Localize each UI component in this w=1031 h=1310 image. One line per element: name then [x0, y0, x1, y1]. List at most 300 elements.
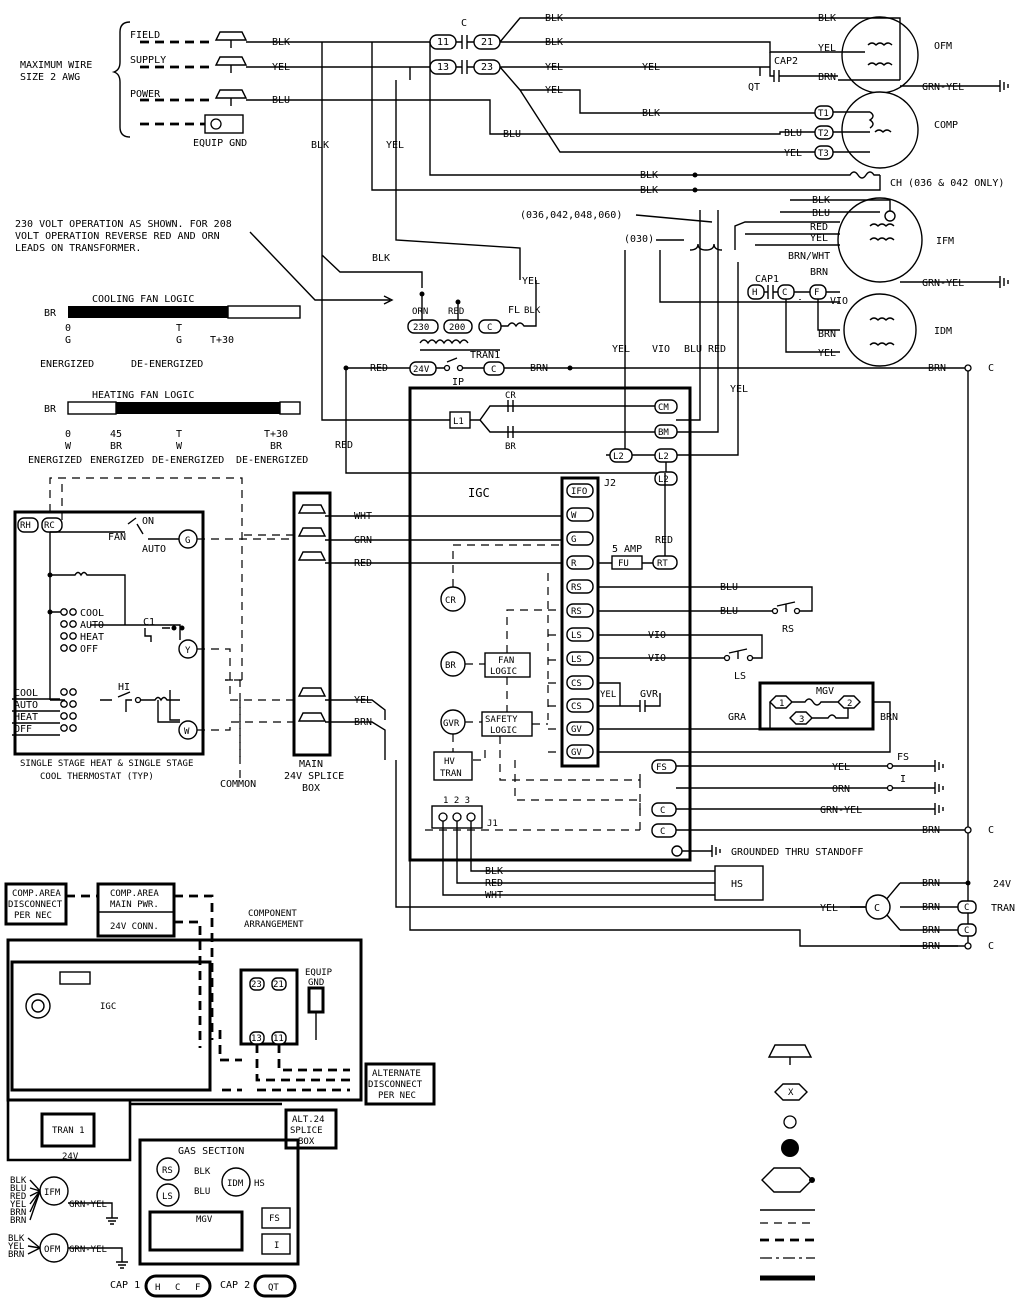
cp-21-label: 21 [273, 980, 284, 990]
stat-dot-3 [172, 626, 177, 631]
stat-c1: C1 [143, 617, 156, 628]
stat-modes-2-contact-3 [61, 725, 67, 731]
xfmr-note-2: VOLT OPERATION REVERSE RED AND ORN [15, 231, 220, 242]
legend-splice-cap [769, 1045, 811, 1065]
cool-l-1: G [65, 335, 72, 346]
cooling-br: BR [44, 308, 57, 319]
gra-label: GRA [728, 712, 747, 723]
wire-yel-1: YEL [272, 62, 291, 73]
stat-rc-label: RC [44, 521, 55, 531]
safety-logic-2: LOGIC [490, 726, 518, 736]
stat-modes-1-contact-b-1 [70, 621, 76, 627]
indoor-motors [520, 195, 1008, 455]
splice-box-outline [294, 493, 330, 755]
ch-junction [693, 173, 698, 178]
unit-outline [8, 940, 361, 1100]
hs-blk: BLK [485, 866, 504, 877]
cooling-logic-title: COOLING FAN LOGIC [92, 294, 195, 305]
igc-panel [12, 962, 210, 1090]
rs-blu-1: BLU [720, 582, 739, 593]
stat-grn: GRN [354, 535, 373, 546]
models-a: (036,042,048,060) [520, 210, 623, 221]
stat-modes-2-contact-b-1 [70, 701, 76, 707]
gvr-relay-label: GVR [443, 719, 460, 729]
igc-cm-label: CM [658, 403, 669, 413]
ca-ifm-label: IFM [44, 1188, 61, 1198]
ca-cap1-h: H [155, 1283, 161, 1293]
ip-label: IP [452, 377, 465, 388]
alt-splice-3: BOX [298, 1137, 315, 1147]
term-13-label: 13 [437, 62, 450, 73]
ifm-red-2: RED [810, 222, 829, 233]
wire-blk-tran: BLK [372, 253, 391, 264]
heat-l2-2: ENERGIZED [90, 455, 145, 466]
cooling-off-bar [228, 306, 300, 318]
i-contact [888, 786, 893, 791]
ls-vio-1: VIO [648, 630, 667, 641]
supply-lug-3 [216, 90, 246, 106]
stat-dot-2 [48, 610, 53, 615]
ifm-label: IFM [936, 236, 955, 247]
alt-splice-2: SPLICE [290, 1126, 323, 1136]
cool-m-0: T [176, 323, 183, 334]
ifm-wires-3: YEL [10, 1200, 27, 1210]
igc-panel-label: IGC [100, 1002, 117, 1012]
stat-hi: HI [118, 682, 131, 693]
term-11-label: 11 [437, 37, 450, 48]
ls-contact-2 [748, 656, 753, 661]
heating-fan-logic [28, 390, 308, 466]
wire-vio-cm: VIO [652, 344, 671, 355]
heating-logic-title: HEATING FAN LOGIC [92, 390, 195, 401]
bus-tran-label: TRAN [991, 903, 1016, 914]
wire-yel-tran: YEL [522, 276, 541, 287]
i-label: I [900, 774, 907, 785]
j1-pin-1 [439, 813, 447, 821]
gs-fs-label: FS [269, 1214, 280, 1224]
wire-brn-c: BRN [530, 363, 549, 374]
wire-yel-l2b: YEL [730, 384, 749, 395]
stat-modes-2-contact-1 [61, 701, 67, 707]
mgv-label: MGV [816, 686, 835, 697]
cap1-c-label: C [782, 288, 788, 298]
alt-disc-1: ALTERNATE [372, 1069, 421, 1079]
wire-yel-cap2: YEL [642, 62, 661, 73]
ca-cap1: CAP 1 [110, 1280, 141, 1291]
stat-modes-2-label-1: AUTO [14, 700, 39, 711]
mode-switch-2 [12, 688, 76, 735]
wire-blu-1: BLU [272, 95, 291, 106]
j1-pin-3 [467, 813, 475, 821]
main-splice-box [284, 473, 562, 794]
max-wire-line-1: MAXIMUM WIRE [20, 60, 93, 71]
equip-gnd-label: EQUIP GND [193, 138, 248, 149]
fan-logic-1: FAN [498, 656, 515, 666]
cooling-fan-logic [40, 294, 300, 370]
tap-dot-2 [456, 300, 461, 305]
ch-wire-2: BLK [640, 185, 659, 196]
wire-yel-t3: YEL [784, 148, 803, 159]
igc-cr-contact: CR [505, 391, 516, 401]
fl-label: FL [508, 305, 521, 316]
tap-230-label: 230 [413, 323, 430, 333]
gvr-contact-label: GVR [640, 689, 659, 700]
gs-ls-label: LS [162, 1192, 173, 1202]
cad-3: PER NEC [14, 911, 52, 921]
heating-bar-1 [68, 402, 116, 414]
term-c-1-label: C [660, 806, 666, 816]
ifm-yel: YEL [810, 233, 829, 244]
heat-l3-2: DE-ENERGIZED [152, 455, 225, 466]
c-relay-label: C [874, 903, 881, 914]
hs-label: HS [731, 879, 744, 890]
gs-blk: BLK [194, 1167, 211, 1177]
fan-logic-2: LOGIC [490, 667, 518, 677]
igc-panel-knob-inner [32, 1000, 44, 1012]
bus-brn-4: BRN [922, 902, 941, 913]
stat-modes-1-contact-b-0 [70, 609, 76, 615]
wire-blk-2: BLK [545, 37, 564, 48]
cp-23-label: 23 [251, 980, 262, 990]
gs-i-label: I [274, 1241, 280, 1251]
xfmr-note-1: 230 VOLT OPERATION AS SHOWN. FOR 208 [15, 219, 232, 230]
stat-modes-2-contact-2 [61, 713, 67, 719]
stat-modes-2-contact-b-0 [70, 689, 76, 695]
ls-contact [725, 656, 730, 661]
j2-term-label-4: RS [571, 583, 582, 593]
stat-auto: AUTO [142, 544, 167, 555]
stat-modes-1-contact-0 [61, 609, 67, 615]
stat-caption-2: COOL THERMOSTAT (TYP) [40, 772, 154, 782]
splice-label-3: BOX [302, 783, 321, 794]
wire-blu-comp: BLU [503, 129, 522, 140]
cp-eg-2: GND [308, 978, 325, 988]
wire-blk-drop: BLK [311, 140, 330, 151]
models-b: (030) [624, 234, 655, 245]
wire-yel-l2: YEL [612, 344, 631, 355]
j2-term-label-3: R [571, 559, 577, 569]
ifm-wires-4: BRN [10, 1208, 27, 1218]
cool-l-2: ENERGIZED [40, 359, 95, 370]
rt-red: RED [655, 535, 674, 546]
ls-vio-2: VIO [648, 653, 667, 664]
br-relay-label: BR [445, 661, 456, 671]
j2-term-label-2: G [571, 535, 577, 545]
supply-lug-2 [216, 57, 246, 73]
ofm-wires-0: BLK [8, 1234, 25, 1244]
wire-blu-bm: BLU [684, 344, 703, 355]
j2-term-label-6: LS [571, 631, 582, 641]
ca-cap1-c: C [175, 1283, 181, 1293]
i-wire: ORN [832, 784, 851, 795]
idm-yel: YEL [818, 348, 837, 359]
gs-hs-label: HS [254, 1179, 265, 1189]
bus-brn-5: BRN [922, 925, 941, 936]
cool-r: T+30 [210, 335, 235, 346]
alt-disc-3: PER NEC [378, 1091, 416, 1101]
fs-label: FS [897, 752, 910, 763]
stat-modes-2-label-3: OFF [14, 724, 33, 735]
thermostat [12, 478, 294, 790]
stat-wht: WHT [354, 511, 373, 522]
j2-term-label-9: CS [571, 702, 582, 712]
j2-term-label-5: RS [571, 607, 582, 617]
ifm-motor [838, 198, 922, 282]
heat-l4-0: T+30 [264, 429, 289, 440]
legend [760, 1045, 815, 1278]
ifm-wires-2: RED [10, 1192, 27, 1202]
ofm-wires-lead-2 [28, 1248, 40, 1254]
cp-gnd-lug [309, 988, 323, 1012]
heat-l1-1: W [65, 441, 72, 452]
mgv-1: 1 [779, 699, 785, 709]
cad-2: DISCONNECT [8, 900, 63, 910]
cp-11-label: 11 [273, 1034, 284, 1044]
wire-blk-t1: BLK [642, 108, 661, 119]
ip-contact-2 [458, 366, 463, 371]
mode-switch-1 [61, 608, 104, 655]
gs-idm-label: IDM [227, 1179, 244, 1189]
stat-modes-1-contact-1 [61, 621, 67, 627]
wire-red-stat: RED [335, 440, 354, 451]
qt-label: QT [748, 82, 761, 93]
alt-disc-2: DISCONNECT [368, 1080, 423, 1090]
idm-brn: BRN [818, 329, 837, 340]
hv-tran-2: TRAN [440, 769, 462, 779]
j2-term-label-10: GV [571, 725, 582, 735]
cs-yel: YEL [600, 690, 617, 700]
brn-junction [568, 366, 573, 371]
bus-dot-24v [966, 881, 971, 886]
tran1-24v: 24V [62, 1152, 79, 1162]
legend-hex-x: X [788, 1088, 794, 1098]
ca-ifm-wires [10, 1176, 40, 1226]
wire-blk-1: BLK [272, 37, 291, 48]
c-relay-yel: YEL [820, 903, 839, 914]
gnd-screw [211, 119, 221, 129]
stat-modes-1-contact-b-3 [70, 645, 76, 651]
gas-section-title: GAS SECTION [178, 1146, 245, 1157]
stat-y-label: Y [185, 646, 191, 656]
power-label: POWER [130, 89, 161, 100]
splice-cap-3 [299, 552, 325, 560]
ifm-brnwht: BRN/WHT [788, 251, 831, 262]
heat-l2-1: BR [110, 441, 123, 452]
j2-label: J2 [604, 478, 617, 489]
ch-junction-2 [693, 188, 698, 193]
ca-cap1-f: F [195, 1283, 201, 1293]
stat-dot-4 [180, 626, 185, 631]
igc-panel-tab [60, 972, 90, 984]
wire-blu-t2: BLU [784, 128, 803, 139]
gs-mgv-label: MGV [196, 1215, 213, 1225]
stat-dot-1 [48, 573, 53, 578]
contactor-label: C [461, 18, 468, 29]
stat-modes-1-label-0: COOL [80, 608, 105, 619]
cool-l-0: 0 [65, 323, 72, 334]
splice-cap-5 [299, 713, 325, 721]
j2-term-label-8: CS [571, 679, 582, 689]
ca-title-1: COMPONENT [248, 909, 297, 919]
stat-modes-2-contact-b-2 [70, 713, 76, 719]
grounded-label: GROUNDED THRU STANDOFF [731, 847, 864, 858]
tran-c-term-2-label: C [964, 926, 970, 936]
standoff [672, 846, 682, 856]
igc-board [410, 388, 943, 901]
heating-bar-3 [280, 402, 300, 414]
igc-br-contact: BR [505, 442, 516, 452]
stat-hi-contact [136, 698, 141, 703]
hs-wht: WHT [485, 890, 504, 901]
tap-red: RED [448, 307, 465, 317]
igc-l2-b-label: L2 [658, 475, 669, 485]
ls-label: LS [734, 671, 747, 682]
ca-ofm-gnd: GRN-YEL [69, 1245, 107, 1255]
stat-modes-2-contact-b-3 [70, 725, 76, 731]
ofm-wires-2: BRN [8, 1250, 25, 1260]
bus-brn-3: BRN [922, 878, 941, 889]
ca-title-2: ARRANGEMENT [244, 920, 304, 930]
ifm-brn: BRN [810, 267, 829, 278]
splice-label-2: 24V SPLICE [284, 771, 345, 782]
cam-1: COMP.AREA [110, 889, 159, 899]
ca-cap2: CAP 2 [220, 1280, 251, 1291]
heating-br: BR [44, 404, 57, 415]
cooling-energized-bar [68, 306, 228, 318]
heat-l3-1: W [176, 441, 183, 452]
thermostat-outline [15, 512, 203, 754]
term-fs-label: FS [656, 763, 667, 773]
j1-label: J1 [487, 819, 498, 829]
common-label: COMMON [220, 779, 257, 790]
igc-bm-label: BM [658, 428, 669, 438]
bus-c-label-3: C [988, 941, 995, 952]
gs-rs-label: RS [162, 1166, 173, 1176]
legend-solid-dot [781, 1139, 799, 1157]
ip-contact [445, 366, 450, 371]
cap1-label: CAP1 [755, 274, 780, 285]
bus-c-2 [965, 827, 971, 833]
fs-contact-1 [888, 764, 893, 769]
tran-24v-label: 24V [413, 365, 430, 375]
stat-rh-label: RH [20, 521, 31, 531]
wire-red-bm: RED [708, 344, 727, 355]
stat-modes-1-contact-3 [61, 645, 67, 651]
safety-logic-1: SAFETY [485, 715, 518, 725]
cap1-f-label: F [814, 288, 820, 298]
igc-l1-label: L1 [453, 417, 464, 427]
stat-caption-1: SINGLE STAGE HEAT & SINGLE STAGE [20, 759, 194, 769]
ca-cap2-qt: QT [268, 1283, 279, 1293]
gs-blu: BLU [194, 1187, 211, 1197]
legend-open-dot [784, 1116, 796, 1128]
rs-label: RS [782, 624, 795, 635]
ofm-label: OFM [934, 41, 953, 52]
bus-brn-1: BRN [928, 363, 947, 374]
igc-label: IGC [468, 486, 490, 500]
comp-label: COMP [934, 120, 959, 131]
bus-c-label-2: C [988, 825, 995, 836]
heat-l4-2: DE-ENERGIZED [236, 455, 309, 466]
stat-modes-1-contact-b-2 [70, 633, 76, 639]
ofm-gnd-wire: GRN-YEL [922, 82, 965, 93]
wire-yel-3: YEL [545, 85, 564, 96]
rs-contact-2 [795, 609, 800, 614]
comp-t2-label: T2 [818, 129, 829, 139]
idm-vio: VIO [830, 296, 849, 307]
max-wire-line-2: SIZE 2 AWG [20, 72, 81, 83]
fl-blk: BLK [524, 306, 541, 316]
j2-term-label-0: IFO [571, 487, 588, 497]
heat-l1-0: 0 [65, 429, 72, 440]
splice-cap-1 [299, 505, 325, 513]
j2-terminal-list [567, 484, 593, 758]
stat-on: ON [142, 516, 155, 527]
stat-modes-2-label-2: HEAT [14, 712, 39, 723]
term-23-label: 23 [481, 62, 494, 73]
mgv-brn-label: BRN [880, 712, 899, 723]
comp-t3-label: T3 [818, 149, 829, 159]
stat-modes-1-label-3: OFF [80, 644, 99, 655]
bus-c-3 [965, 943, 971, 949]
cap1-h-label: H [752, 288, 758, 298]
ca-ofm-wires [8, 1234, 40, 1260]
rs-blu-2: BLU [720, 606, 739, 617]
red-junction [344, 366, 349, 371]
bus-c-1 [965, 365, 971, 371]
ifm-blu: BLU [812, 208, 831, 219]
wire-blk-ofm-2: BLK [818, 13, 837, 24]
term-21-label: 21 [481, 37, 494, 48]
wire-yel-2: YEL [545, 62, 564, 73]
ofm-wires-1: YEL [8, 1242, 25, 1252]
stat-g-label: G [185, 536, 191, 546]
comp-t1-label: T1 [818, 109, 829, 119]
mgv-3: 3 [799, 715, 805, 725]
legend-plug [762, 1168, 815, 1192]
cam-3: 24V CONN. [110, 922, 159, 932]
ifm-gnd-wire: GRN-YEL [922, 278, 965, 289]
supply-lug-1 [216, 32, 246, 48]
contactor [430, 18, 500, 74]
ca-ifm-gnd: GRN-YEL [69, 1200, 107, 1210]
wire-blk-ofm: BLK [545, 13, 564, 24]
stat-fan: FAN [108, 532, 127, 543]
hs-red: RED [485, 878, 504, 889]
tran1-label: TRAN1 [470, 350, 501, 361]
igc-outline [410, 388, 690, 860]
cr-relay-label: CR [445, 596, 456, 606]
idm-label: IDM [934, 326, 953, 337]
cp-13-label: 13 [251, 1034, 262, 1044]
j2-term-label-7: LS [571, 655, 582, 665]
tap-c-label: C [487, 323, 493, 333]
component-arrangement [6, 884, 434, 1296]
heat-l3-0: T [176, 429, 183, 440]
heating-bar-2 [116, 402, 280, 414]
cap2-label: CAP2 [774, 56, 799, 67]
fuse-fu: FU [618, 559, 629, 569]
igc-l2-a-label: L2 [658, 452, 669, 462]
alt-splice-1: ALT.24 [292, 1115, 325, 1125]
wire-brn-ofm: BRN [818, 72, 837, 83]
ifm-blk: BLK [812, 195, 831, 206]
mgv-2: 2 [847, 699, 853, 709]
ifm-overload [885, 211, 895, 221]
xfmr-note-3: LEADS ON TRANSFORMER. [15, 243, 142, 254]
cad-1: COMP.AREA [12, 889, 61, 899]
splice-cap-4 [299, 688, 325, 696]
